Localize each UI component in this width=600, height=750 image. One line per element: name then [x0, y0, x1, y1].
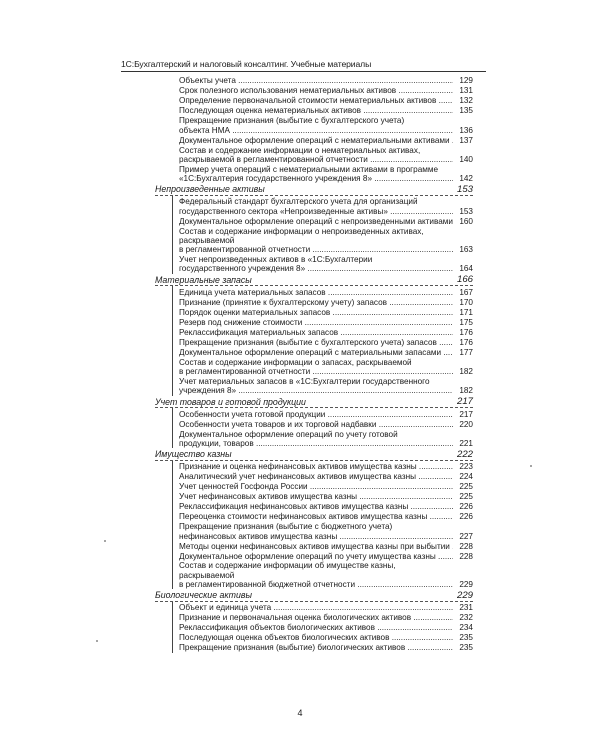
toc-section-page: 166 — [456, 274, 473, 286]
toc-entry-page: 129 — [459, 76, 473, 86]
toc-section-title: Материальные запасы — [155, 275, 255, 285]
toc-entry[interactable] — [179, 633, 473, 643]
toc-entry-text — [179, 165, 453, 183]
toc-entry-text — [179, 255, 453, 273]
toc-entry-line: Прекращение признания (выбытие с бухгалтерского учета) запасов ..... — [179, 338, 453, 347]
toc-section-heading[interactable] — [155, 448, 473, 462]
toc-entry-line: Особенности учета товаров и их торговой надбавки ..... — [179, 420, 453, 429]
toc-entry[interactable] — [179, 145, 473, 164]
toc-entry-line: Документальное оформление операций с нематериальными активами ..... — [179, 136, 453, 145]
toc-entry[interactable] — [179, 502, 473, 512]
toc-entry-line: Прекращение признания (выбытие с бухгалтерского учета) — [179, 116, 405, 126]
toc-entry[interactable] — [179, 197, 473, 216]
toc-entry-page: 163 — [459, 245, 473, 255]
toc-entry-page: 182 — [459, 366, 473, 376]
scan-speck — [530, 465, 532, 467]
toc-entry-page: 234 — [459, 623, 473, 633]
toc-entry[interactable] — [179, 613, 473, 623]
toc-entry-line: Состав и содержание информации о непроизведенных активах, — [179, 226, 424, 236]
toc-entry-text — [179, 512, 453, 521]
toc-entry-line: Реклассификация материальных запасов ..... — [179, 328, 453, 337]
toc-entry-text — [179, 377, 453, 395]
toc-entry-line: Объект и единица учета ..... — [179, 603, 453, 612]
toc-entry-line: Прекращение признания (выбытие с бюджетного учета) — [179, 522, 393, 532]
toc-section-heading[interactable] — [155, 274, 473, 288]
toc-entry-text — [179, 338, 453, 347]
toc-entry-page: 131 — [459, 86, 473, 96]
toc-entry-line: Учет материальных запасов в «1С:Бухгалтерии государственного — [179, 376, 430, 386]
toc-entry-page: 225 — [459, 482, 473, 492]
toc-section-rule — [172, 602, 173, 653]
toc-entry-page: 226 — [459, 512, 473, 522]
toc-entry-line: Признание (принятие к бухгалтерскому учету) запасов ..... — [179, 298, 453, 307]
toc-entry-line: государственного учреждения 8» ..... — [179, 264, 453, 273]
toc-entry-line: Документальное оформление операций с материальными запасами ..... — [179, 348, 453, 357]
toc-entry-line: Признание и первоначальная оценка биологических активов ..... — [179, 613, 453, 622]
running-header: 1С:Бухгалтерский и налоговый консалтинг. Учебные материалы — [121, 59, 486, 72]
toc-section-rule — [172, 286, 173, 395]
toc-entry-page: 226 — [459, 502, 473, 512]
toc-entry-page: 223 — [459, 462, 473, 472]
toc-entry-line: Состав и содержание информации о нематериальных активах, — [179, 145, 421, 155]
toc-entry-page: 231 — [459, 603, 473, 613]
toc-entry-line: Определение первоначальной стоимости нематериальных активов ..... — [179, 96, 453, 105]
toc-entry[interactable] — [179, 409, 473, 419]
toc-entry-text — [179, 136, 453, 145]
toc-entry[interactable] — [179, 472, 473, 482]
toc-entry-line: Учет нефинансовых активов имущества казны ..... — [179, 492, 453, 501]
toc-entry[interactable] — [179, 623, 473, 633]
toc-entry-text — [179, 86, 453, 95]
toc-entry[interactable] — [179, 307, 473, 317]
toc-entry-text — [179, 410, 453, 419]
toc-section — [155, 589, 473, 653]
toc-entry-line: Документальное оформление операций по учету имущества казны ..... — [179, 552, 453, 561]
toc-section-page: 153 — [456, 183, 473, 195]
toc-section — [155, 396, 473, 449]
toc-entry-line: учреждения 8» ..... — [179, 386, 453, 395]
toc-entry-line: Единица учета материальных запасов ..... — [179, 288, 453, 297]
toc-entry[interactable] — [179, 86, 473, 96]
toc-section-entries — [155, 287, 473, 395]
toc-entry[interactable] — [179, 551, 473, 561]
toc-entry-line: Признание и оценка нефинансовых активов имущества казны ..... — [179, 462, 453, 471]
toc-entry-line: «1С:Бухгалтерия государственного учреждения 8» ..... — [179, 174, 453, 183]
toc-entry-line: Аналитический учет нефинансовых активов имущества казны ..... — [179, 472, 453, 481]
toc-entry-line: Реклассификация нефинансовых активов имущества казны ..... — [179, 502, 453, 511]
toc-entry-page: 235 — [459, 643, 473, 653]
toc-entry-text — [179, 197, 453, 215]
toc-entry-text — [179, 462, 453, 471]
toc-entry[interactable] — [179, 512, 473, 522]
toc-entry-text — [179, 561, 453, 589]
toc-entry-line: Последующая оценка нематериальных активов ..... — [179, 106, 453, 115]
toc-section-page: 222 — [456, 448, 473, 460]
toc-entry[interactable] — [179, 357, 473, 376]
toc-entry-page: 221 — [459, 438, 473, 448]
toc-entry-text — [179, 76, 453, 85]
toc-entry-page: 136 — [459, 125, 473, 135]
toc-entry-page: 229 — [459, 579, 473, 589]
toc-entry-line: продукции, товаров ..... — [179, 439, 453, 448]
toc-entry-page: 153 — [459, 206, 473, 216]
toc-entry-text — [179, 613, 453, 622]
toc-section — [155, 183, 473, 273]
toc-entry-text — [179, 603, 453, 612]
toc-entry[interactable] — [179, 226, 473, 254]
toc-entry[interactable] — [179, 297, 473, 307]
toc-section-rule — [172, 196, 173, 274]
toc-entry-page: 176 — [459, 337, 473, 347]
toc-entry-line: Последующая оценка объектов биологических активов ..... — [179, 633, 453, 642]
toc-entry-page: 227 — [459, 531, 473, 541]
toc-entry-page: 137 — [459, 135, 473, 145]
toc-section-entries — [155, 409, 473, 448]
toc-entry-page: 142 — [459, 173, 473, 183]
toc-entry-page: 228 — [459, 551, 473, 561]
toc-entry-line: нефинансовых активов имущества казны ..... — [179, 532, 453, 541]
toc-entry[interactable] — [179, 541, 473, 551]
toc-entry-text — [179, 308, 453, 317]
toc-entry-text — [179, 522, 453, 540]
toc-entry-text — [179, 358, 453, 376]
toc-entry-text — [179, 116, 453, 134]
toc-entry-text — [179, 420, 453, 429]
toc-section — [155, 448, 473, 589]
toc-entry[interactable] — [179, 164, 473, 183]
toc-entry[interactable] — [179, 116, 473, 135]
toc-entry-text — [179, 106, 453, 115]
toc-entry-line: Пример учета операций с нематериальными активами в программе — [179, 164, 439, 174]
toc-entry-text — [179, 502, 453, 511]
toc-entry[interactable] — [179, 287, 473, 297]
toc-entry[interactable] — [179, 317, 473, 327]
toc-entry-page: 235 — [459, 633, 473, 643]
toc-entry-page: 135 — [459, 106, 473, 116]
toc-entry-page: 176 — [459, 327, 473, 337]
toc-section-heading[interactable] — [155, 589, 473, 603]
toc-entry-page: 140 — [459, 154, 473, 164]
toc-section-heading[interactable] — [155, 396, 473, 410]
toc-entry-line: Срок полезного использования нематериальных активов ..... — [179, 86, 453, 95]
toc-entry[interactable] — [179, 429, 473, 448]
toc-entry-page: 171 — [459, 307, 473, 317]
toc-entry[interactable] — [179, 419, 473, 429]
toc-entry-text — [179, 96, 453, 105]
toc-entry-line: Документальное оформление операций с непроизведенными активами ..... — [179, 217, 453, 226]
toc-entry-line: в регламентированной бюджетной отчетности ..... — [179, 580, 453, 589]
toc-entry[interactable] — [179, 492, 473, 502]
toc-entry[interactable] — [179, 106, 473, 116]
toc-section-page: 229 — [456, 589, 473, 601]
toc-entry-page: 224 — [459, 472, 473, 482]
toc-entry-page: 220 — [459, 419, 473, 429]
toc-entry[interactable] — [179, 347, 473, 357]
toc-entry[interactable] — [179, 482, 473, 492]
toc-entry-line: Федеральный стандарт бухгалтерского учета для организаций — [179, 197, 418, 207]
toc-entry-page: 182 — [459, 386, 473, 396]
toc-entry-page: 232 — [459, 613, 473, 623]
toc-entry-line: Учет непроизведенных активов в «1С:Бухгалтерии — [179, 255, 373, 265]
toc-entry-line: Объекты учета ..... — [179, 76, 453, 85]
toc-entry-text — [179, 633, 453, 642]
toc-entry-text — [179, 227, 453, 255]
toc-entry-line: Состав и содержание информации об имуществе казны, раскрываемой — [179, 561, 396, 580]
toc-entry-text — [179, 288, 453, 297]
toc-entry-text — [179, 542, 453, 551]
toc-section — [155, 274, 473, 396]
toc-entry-page: 132 — [459, 96, 473, 106]
toc-section-title: Имущество казны — [155, 449, 235, 459]
toc-entry-line: Порядок оценки материальных запасов ..... — [179, 308, 453, 317]
toc-top-entries — [155, 76, 473, 183]
toc-entry[interactable] — [179, 522, 473, 541]
toc-section-heading[interactable] — [155, 183, 473, 197]
toc-entry-text — [179, 482, 453, 491]
toc-entry-line: Прекращение признания (выбытие) биологических активов ..... — [179, 643, 453, 652]
toc-entry[interactable] — [179, 255, 473, 274]
toc-entry-page: 177 — [459, 347, 473, 357]
toc-entry-text — [179, 552, 453, 561]
toc-entry-text — [179, 472, 453, 481]
scan-speck — [96, 640, 98, 642]
toc-entry[interactable] — [179, 643, 473, 653]
toc-entry-text — [179, 318, 453, 327]
toc-entry-text — [179, 623, 453, 632]
toc-entry[interactable] — [179, 462, 473, 472]
toc-section-title: Непроизведенные активы — [155, 184, 268, 194]
toc-entry-line: Состав и содержание информации о запасах, раскрываемой — [179, 357, 412, 367]
toc-entry-line: Особенности учета готовой продукции ..... — [179, 410, 453, 419]
toc-section-rule — [172, 408, 173, 448]
toc-entry[interactable] — [179, 76, 473, 86]
toc-section-entries — [155, 462, 473, 589]
toc-entry-line: в регламентированной отчетности ..... — [179, 367, 453, 376]
toc-entry[interactable] — [179, 337, 473, 347]
toc-entry-line: Методы оценки нефинансовых активов имущества казны при выбытии ..... — [179, 542, 453, 551]
toc-entry-page: 160 — [459, 216, 473, 226]
table-of-contents — [155, 76, 473, 653]
toc-section-entries — [155, 197, 473, 274]
toc-entry-page: 167 — [459, 287, 473, 297]
toc-entry-text — [179, 348, 453, 357]
toc-entry-text — [179, 492, 453, 501]
toc-entry-page: 164 — [459, 264, 473, 274]
toc-entry-line: Резерв под снижение стоимости ..... — [179, 318, 453, 327]
toc-entry-page: 170 — [459, 297, 473, 307]
toc-entry-line: раскрываемой — [179, 235, 235, 245]
toc-entry-line: Документальное оформление операций по учету готовой — [179, 429, 398, 439]
toc-section-title: Биологические активы — [155, 590, 255, 600]
toc-entry-text — [179, 217, 453, 226]
toc-entry[interactable] — [179, 96, 473, 106]
toc-entry[interactable] — [179, 135, 473, 145]
toc-entry-page: 225 — [459, 492, 473, 502]
toc-entry-line: Реклассификация объектов биологических активов ..... — [179, 623, 453, 632]
toc-entry-text — [179, 328, 453, 337]
page-number: 4 — [297, 708, 303, 718]
toc-entry-page: 228 — [459, 541, 473, 551]
toc-entry-line: Учет ценностей Госфонда России ..... — [179, 482, 453, 491]
toc-entry-text — [179, 146, 453, 164]
toc-entry-text — [179, 298, 453, 307]
toc-section-entries — [155, 603, 473, 653]
toc-entry-text — [179, 430, 453, 448]
toc-entry-line: государственного сектора «Непроизведенные активы» ..... — [179, 207, 453, 216]
toc-section-rule — [172, 461, 173, 590]
toc-section-page: 217 — [456, 395, 473, 407]
toc-entry-page: 175 — [459, 317, 473, 327]
toc-entry-line: Переоценка стоимости нефинансовых активов имущества казны ..... — [179, 512, 453, 521]
toc-entry-text — [179, 643, 453, 652]
toc-entry-page: 217 — [459, 409, 473, 419]
toc-section-title: Учет товаров и готовой продукции — [155, 397, 309, 407]
toc-entry[interactable] — [179, 377, 473, 396]
toc-entry-line: раскрываемой в регламентированной отчетности ..... — [179, 155, 453, 164]
scan-speck — [104, 540, 106, 542]
toc-entry[interactable] — [179, 561, 473, 589]
toc-entry[interactable] — [179, 216, 473, 226]
toc-entry-line: в регламентированной отчетности ..... — [179, 245, 453, 254]
toc-entry-line: объекта НМА ..... — [179, 126, 453, 135]
toc-entry[interactable] — [179, 327, 473, 337]
toc-entry[interactable] — [179, 603, 473, 613]
